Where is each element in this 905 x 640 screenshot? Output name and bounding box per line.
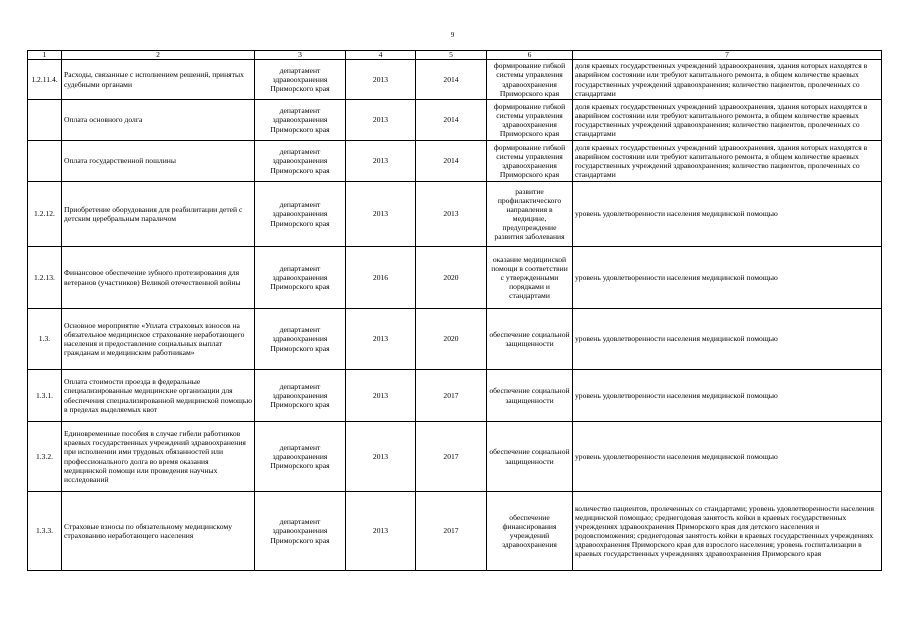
row-department: департамент здравоохранения Приморского края (255, 182, 346, 247)
row-end-year: 2017 (416, 370, 487, 422)
row-department: департамент здравоохранения Приморского края (255, 141, 346, 182)
row-number: 1.2.13. (28, 247, 62, 309)
header-col-7: 7 (573, 51, 882, 60)
header-col-4: 4 (346, 51, 416, 60)
row-number (28, 141, 62, 182)
row-end-year: 2017 (416, 422, 487, 492)
row-name: Оплата основного долга (62, 100, 255, 141)
row-end-year: 2014 (416, 60, 487, 100)
row-result: обеспечение финансирования учреждений здравоохранения (487, 492, 573, 571)
row-indicators: доля краевых государственных учреждений здравоохранения, здания которых находятся в аварийном состоянии или требуют капитального ремонта, в общем количестве краевых государственных учреждений здравоохранения; количество пациентов, пролеченных со стандартами (573, 60, 882, 100)
row-name: Основное мероприятие «Уплата страховых взносов на обязательное медицинское страхование неработающего населения и предоставление социальных выплат гражданам и медицинским работникам» (62, 309, 255, 370)
row-name: Приобретение оборудования для реабилитации детей с детским церебральным параличом (62, 182, 255, 247)
row-number: 1.3.3. (28, 492, 62, 571)
row-start-year: 2013 (346, 370, 416, 422)
row-end-year: 2013 (416, 182, 487, 247)
header-row (28, 51, 882, 60)
row-result: обеспечение социальной защищенности (487, 309, 573, 370)
row-start-year: 2013 (346, 309, 416, 370)
row-result: обеспечение социальной защищенности (487, 422, 573, 492)
table-row (28, 422, 882, 492)
row-department: департамент здравоохранения Приморского края (255, 100, 346, 141)
row-result: формирование гибкой системы управления здравоохранения Приморского края (487, 60, 573, 100)
row-indicators: доля краевых государственных учреждений здравоохранения, здания которых находятся в аварийном состоянии или требуют капитального ремонта, в общем количестве краевых государственных учреждений здравоохранения; количество пациентов, пролеченных со стандартами (573, 141, 882, 182)
row-result: формирование гибкой системы управления здравоохранения Приморского края (487, 100, 573, 141)
row-name: Оплата государственной пошлины (62, 141, 255, 182)
row-number: 1.2.11.4. (28, 60, 62, 100)
row-result: формирование гибкой системы управления здравоохранения Приморского края (487, 141, 573, 182)
row-name: Страховые взносы по обязательному медицинскому страхованию неработающего населения (62, 492, 255, 571)
table-row (28, 182, 882, 247)
row-start-year: 2013 (346, 141, 416, 182)
row-name: Финансовое обеспечение зубного протезирования для ветеранов (участников) Великой отечественной войны (62, 247, 255, 309)
table-row (28, 100, 882, 141)
page-number: 9 (450, 31, 455, 39)
row-name: Оплата стоимости проезда в федеральные специализированные медицинские организации для обеспечения специализированной медицинской помощью в пределах выделяемых квот (62, 370, 255, 422)
program-table (27, 50, 882, 571)
row-indicators: доля краевых государственных учреждений здравоохранения, здания которых находятся в аварийном состоянии или требуют капитального ремонта, в общем количестве краевых государственных учреждений здравоохранения; количество пациентов, пролеченных со стандартами (573, 100, 882, 141)
header-col-1: 1 (28, 51, 62, 60)
row-indicators: уровень удовлетворенности населения медицинской помощью (573, 422, 882, 492)
row-number: 1.3. (28, 309, 62, 370)
table-row (28, 492, 882, 571)
row-start-year: 2013 (346, 492, 416, 571)
row-number: 1.3.2. (28, 422, 62, 492)
row-indicators: уровень удовлетворенности населения медицинской помощью (573, 247, 882, 309)
row-indicators: уровень удовлетворенности населения медицинской помощью (573, 182, 882, 247)
row-indicators: уровень удовлетворенности населения медицинской помощью (573, 370, 882, 422)
row-indicators: уровень удовлетворенности населения медицинской помощью (573, 309, 882, 370)
row-department: департамент здравоохранения Приморского края (255, 309, 346, 370)
row-start-year: 2013 (346, 60, 416, 100)
table-row (28, 141, 882, 182)
row-start-year: 2013 (346, 100, 416, 141)
row-indicators: количество пациентов, пролеченных со стандартами; уровень удовлетворенности населения медицинской помощью; среднегодовая занятость койки в краевых государственных учреждениях здравоохранения Приморского края для детского населения и родовспоможения; среднегодовая занятость койки в краевых государственных учреждениях здравоохранения Приморского края для взрослого населения; уровень госпитализации в краевых государственных учреждениях здравоохранения Приморского края (573, 492, 882, 571)
row-name: Расходы, связанные с исполнением решений, принятых судебными органами (62, 60, 255, 100)
row-result: развитие профилактического направления в медицине, предупреждение развития заболевания (487, 182, 573, 247)
row-department: департамент здравоохранения Приморского края (255, 492, 346, 571)
table-row (28, 60, 882, 100)
row-number: 1.3.1. (28, 370, 62, 422)
row-result: оказание медицинской помощи в соответствии с утвержденными порядками и стандартами (487, 247, 573, 309)
table-row (28, 247, 882, 309)
row-number (28, 100, 62, 141)
row-department: департамент здравоохранения Приморского края (255, 247, 346, 309)
row-department: департамент здравоохранения Приморского края (255, 422, 346, 492)
header-col-3: 3 (255, 51, 346, 60)
row-end-year: 2020 (416, 247, 487, 309)
row-number: 1.2.12. (28, 182, 62, 247)
row-start-year: 2013 (346, 182, 416, 247)
row-department: департамент здравоохранения Приморского края (255, 370, 346, 422)
row-end-year: 2014 (416, 141, 487, 182)
header-col-6: 6 (487, 51, 573, 60)
row-start-year: 2013 (346, 422, 416, 492)
table-row (28, 309, 882, 370)
header-col-5: 5 (416, 51, 487, 60)
row-start-year: 2016 (346, 247, 416, 309)
row-result: обеспечение социальной защищенности (487, 370, 573, 422)
table-row (28, 370, 882, 422)
header-col-2: 2 (62, 51, 255, 60)
row-end-year: 2020 (416, 309, 487, 370)
row-end-year: 2017 (416, 492, 487, 571)
row-name: Единовременные пособия в случае гибели работников краевых государственных учреждений здравоохранения при исполнении ими трудовых обязанностей или профессионального долга во время оказания медицинской помощи или проведения научных исследований (62, 422, 255, 492)
row-department: департамент здравоохранения Приморского края (255, 60, 346, 100)
row-end-year: 2014 (416, 100, 487, 141)
